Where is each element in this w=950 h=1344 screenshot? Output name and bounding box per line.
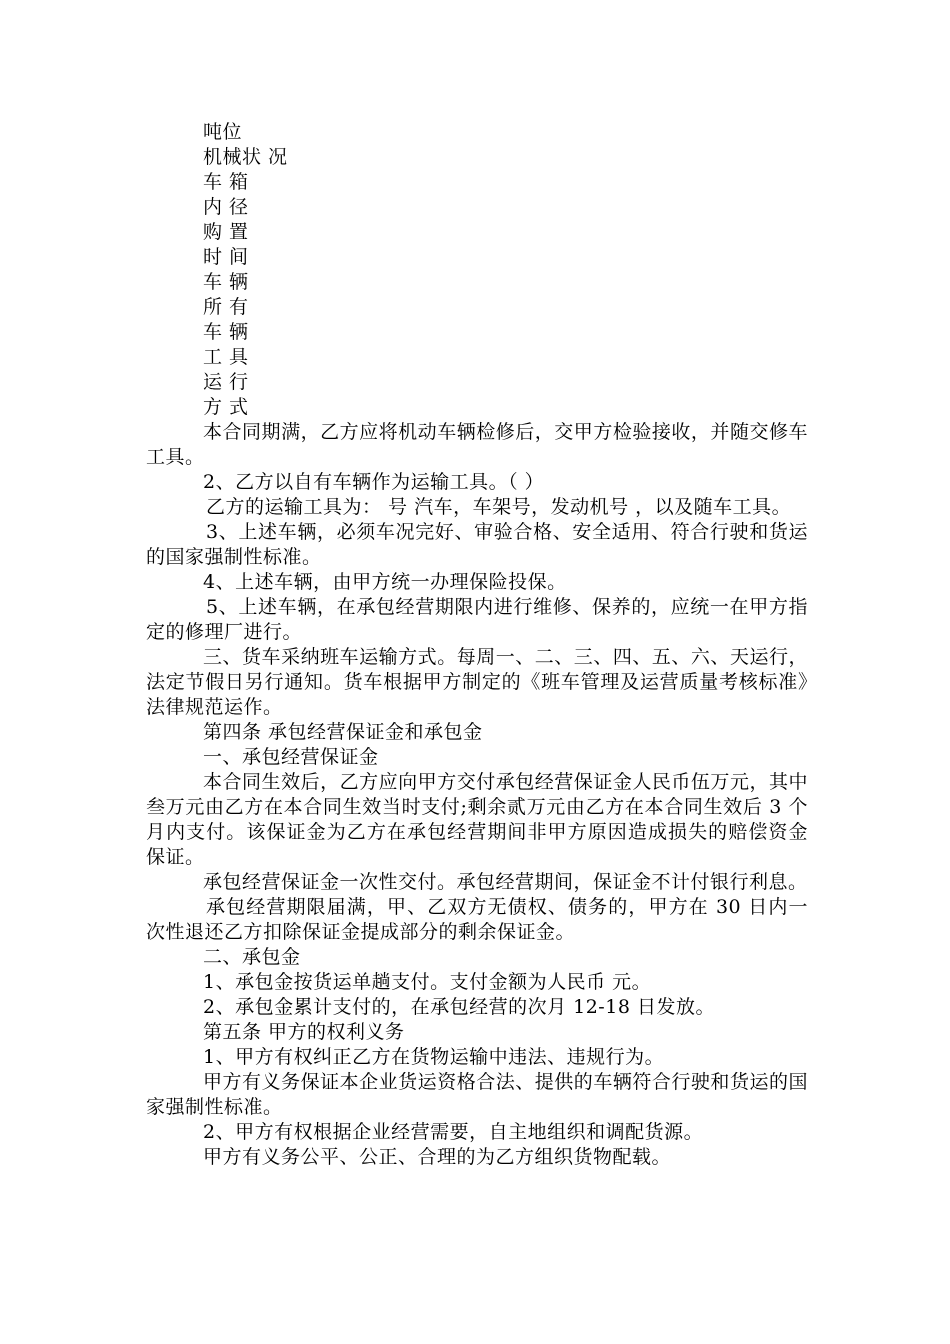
paragraph: 甲方有义务保证本企业货运资格合法、提供的车辆符合行驶和货运的国家强制性标准。: [146, 1071, 808, 1118]
paragraph: 3、上述车辆，必须车况完好、审验合格、安全适用、符合行驶和货运的国家强制性标准。: [146, 521, 808, 568]
table-label: 机械状 况: [203, 146, 288, 168]
document-body: [146, 120, 808, 1170]
paragraph: 2、承包金累计支付的，在承包经营的次月 12-18 日发放。: [203, 996, 715, 1018]
paragraph: 5、上述车辆，在承包经营期限内进行维修、保养的，应统一在甲方指定的修理厂进行。: [146, 596, 808, 643]
paragraph: 2、甲方有权根据企业经营需要，自主地组织和调配货源。: [203, 1121, 704, 1143]
table-label: 方 式: [203, 396, 249, 418]
paragraph: 1、甲方有权纠正乙方在货物运输中违法、违规行为。: [203, 1046, 665, 1068]
paragraph: 承包经营期限届满，甲、乙双方无债权、债务的，甲方在 30 日内一次性退还乙方扣除保证金提成部分的剩余保证金。: [146, 896, 808, 943]
section-heading: 第五条 甲方的权利义务: [203, 1021, 405, 1043]
paragraph: 4、上述车辆，由甲方统一办理保险投保。: [203, 571, 567, 593]
table-label: 车 箱: [203, 171, 249, 193]
section-heading: 第四条 承包经营保证金和承包金: [203, 721, 483, 743]
paragraph: 甲方有义务公平、公正、合理的为乙方组织货物配载。: [203, 1146, 672, 1168]
table-label: 吨位: [203, 121, 243, 143]
paragraph: 乙方的运输工具为： 号 汽车，车架号，发动机号 ，以及随车工具。: [206, 496, 792, 518]
table-label: 车 辆: [203, 321, 249, 343]
table-label: 时 间: [203, 246, 249, 268]
table-label: 内 径: [203, 196, 249, 218]
table-label: 车 辆: [203, 271, 249, 293]
table-label: 购 置: [203, 221, 249, 243]
paragraph: 2、乙方以自有车辆作为运输工具。（ ）: [203, 471, 545, 493]
table-label: 工 具: [203, 346, 249, 368]
paragraph: 承包经营保证金一次性交付。承包经营期间，保证金不计付银行利息。: [203, 871, 808, 893]
table-label: 所 有: [203, 296, 249, 318]
table-label: 运 行: [203, 371, 249, 393]
paragraph: 本合同生效后，乙方应向甲方交付承包经营保证金人民币伍万元，其中叁万元由乙方在本合同生效当时支付;剩余贰万元由乙方在本合同生效后 3 个月内支付。该保证金为乙方在承包经营期间非甲方原因造成损失的赔偿资金保证。: [146, 771, 808, 868]
paragraph: 1、承包金按货运单趟支付。支付金额为人民币 元。: [203, 971, 652, 993]
paragraph: 本合同期满，乙方应将机动车辆检修后，交甲方检验接收，并随交修车工具。: [146, 421, 808, 468]
paragraph: 三、货车采纳班车运输方式。每周一、二、三、四、五、六、天运行，法定节假日另行通知。货车根据甲方制定的《班车管理及运营质量考核标准》法律规范运作。: [146, 646, 808, 718]
subsection-heading: 二、承包金: [203, 946, 301, 968]
subsection-heading: 一、承包经营保证金: [203, 746, 379, 768]
